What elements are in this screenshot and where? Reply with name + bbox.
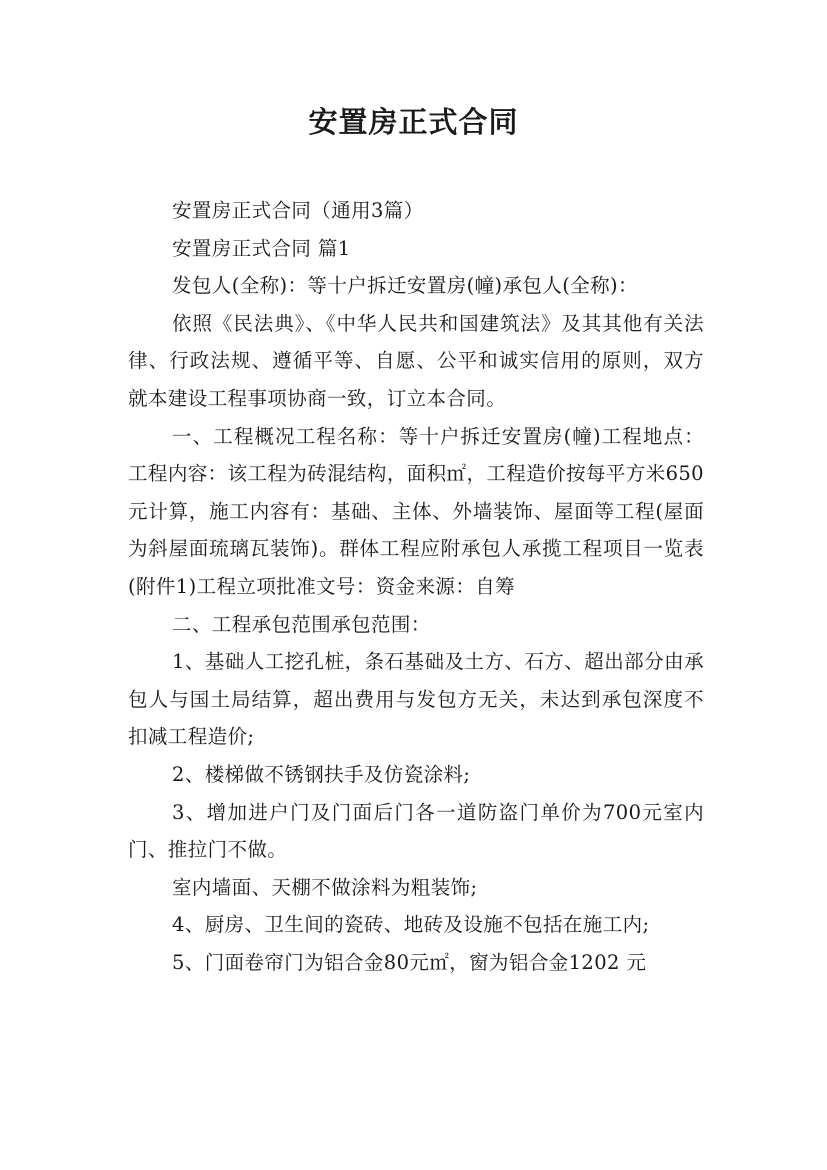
paragraph-scope-heading: 二、工程承包范围承包范围： bbox=[172, 612, 431, 636]
paragraph-section-heading: 安置房正式合同 篇1 bbox=[172, 236, 351, 260]
paragraph-scope-item-3: 3、增加进户门及门面后门各一道防盗门单价为700元室内门、推拉门不做。 bbox=[128, 800, 704, 862]
paragraph-scope-item-5: 5、门面卷帘门为铝合金80元㎡，窗为铝合金1202 元 bbox=[172, 950, 647, 974]
paragraph-legal-basis: 依照《民法典》、《中华人民共和国建筑法》及其其他有关法律、行政法规、遵循平等、自愿、公平和诚实信用的原则，双方就本建设工程事项协商一致，订立本合同。 bbox=[128, 311, 704, 410]
paragraph-subtitle: 安置房正式合同（通用3篇） bbox=[172, 199, 424, 222]
document-body bbox=[128, 192, 704, 981]
paragraph-interior-walls: 室内墙面、天棚不做涂料为粗装饰; bbox=[172, 875, 478, 899]
paragraph-scope-item-1: 1、基础人工挖孔桩，条石基础及土方、石方、超出部分由承包人与国土局结算，超出费用与发包方无关，未达到承包深度不扣减工程造价; bbox=[128, 650, 704, 749]
paragraph-project-overview: 一、工程概况工程名称：等十户拆迁安置房(幢)工程地点：工程内容：该工程为砖混结构，面积㎡，工程造价按每平方米650元计算，施工内容有：基础、主体、外墙装饰、屋面等工程(屋面为斜屋面琉璃瓦装饰)。群体工程应附承包人承揽工程项目一览表(附件1)工程立项批准文号：资金来源：自筹 bbox=[128, 424, 704, 598]
paragraph-scope-item-4: 4、厨房、卫生间的瓷砖、地砖及设施不包括在施工内; bbox=[172, 913, 650, 937]
paragraph-scope-item-2: 2、楼梯做不锈钢扶手及仿瓷涂料; bbox=[172, 762, 471, 786]
paragraph-parties: 发包人(全称)：等十户拆迁安置房(幢)承包人(全称)： bbox=[172, 274, 638, 298]
document-title: 安置房正式合同 bbox=[308, 105, 519, 139]
